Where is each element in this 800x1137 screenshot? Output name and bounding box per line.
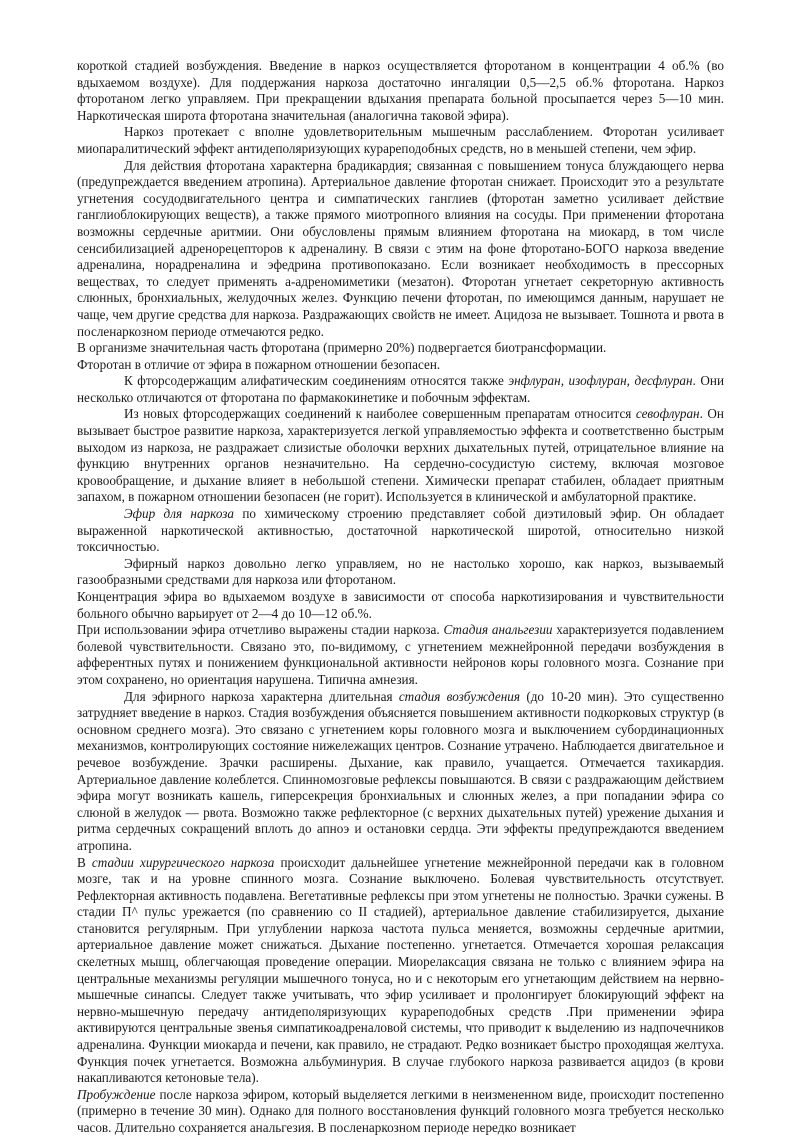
italic-term: севофлуран [635,406,700,422]
paragraph [77,58,724,124]
paragraph [77,124,724,157]
paragraph [77,556,724,589]
paragraph [77,855,724,1087]
document-page [77,58,724,1137]
paragraph [77,340,724,357]
text-run: В [77,854,92,870]
text-run: Эфирный наркоз довольно легко управляем, но не настолько хорошо, как наркоз, вызываемый газообразными средствами для наркоза или фторотаном. [77,555,724,588]
text-run: по химическому строению представляет собой диэтиловый эфир. Он обладает выраженной наркотической активностью, достаточной наркотической широтой, относительно низкой токсичностью. [77,506,724,555]
text-run: характеризуется подавлением болевой чувствительности. Связано это, по-видимому, с угнетением межнейронной передачи возбуждения в афферентных путях и понижением функциональной активности нейронов коры головного мозга. Сознание при этом сохранено, но ориентация нарушена. Типична амнезия. [77,622,724,687]
paragraph [77,589,724,622]
paragraph [77,357,724,374]
text-run: короткой стадией возбуждения. Введение в наркоз осуществляется фторотаном в концентрации 4 об.% (во вдыхаемом воздухе). Для поддержания наркоза достаточно ингаляции 0,5—2,5 об.% фторотана. Наркоз фторотаном легко управляем. При прекращении вдыхания препарата больной просыпается через 5—10 мин. Наркотическая широта фторотана значительная (аналогична таковой эфира). [77,58,724,123]
paragraph [77,158,724,341]
text-run: Концентрация эфира во вдыхаемом воздухе в зависимости от способа наркотизирования и чувствительности больного обычно варьирует от 2—4 до 10—12 об.%. [77,589,724,621]
italic-term: энфлуран, изофлуран, десфлуран [508,373,693,389]
text-run: При использовании эфира отчетливо выражены стадии наркоза. [77,622,444,638]
text-run: Наркоз протекает с вполне удовлетворительным мышечным расслаблением. Фторотан усиливает миопаралитический эффект антидеполяризующих курареподобных средств, но в меньшей степени, чем эфир. [77,124,724,156]
text-run: В организме значительная часть фторотана (примерно 20%) подвергается биотрансформации. [77,340,607,356]
text-run: К фторсодержащим алифатическим соединениям относятся также [124,373,509,389]
italic-term: Стадия анальгезии [443,622,553,638]
paragraph [77,373,724,406]
text-run: происходит дальнейшее угнетение межнейронной передачи как в головном мозге, так и на уровне спинного мозга. Сознание выключено. Болевая чувствительность отсутствует. Рефлекторная активность подавлена. Вегетативные рефлексы при этом угнетены не полностью. Зрачки сужены. В стадии П^ пульс урежается (по сравнению со II стадией), артериальное давление стабилизируется, дыхание становится регулярным. При углублении наркоза частота пульса меняется, возможны сердечные аритмии, артериальное давление может снижаться. Дыхание постепенно. угнетается. Отмечается хорошая релаксация скелетных мышц, облегчающая проведение операции. Миорелаксация связана не только с влиянием эфира на центральные механизмы регуляции мышечного тонуса, но и с некоторым его угнетающим действием на нервно-мышечные синапсы. Следует также учитывать, что эфир усиливает и пролонгирует блокирующий эффект на нервно-мышечную передачу антидеполяризующих курареподобных средств .При применении эфира активируются центральные звенья симпатикоадреналовой системы, что приводит к выделению из надпочечников адреналина. Функции миокарда и печени, как правило, не страдают. Редко возникает быстро проходящая желтуха. Функция почек угнетается. Возможна альбуминурия. В случае глубокого наркоза развивается ацидоз (в крови накапливаются кетоновые тела). [77,854,725,1086]
paragraph [77,1087,724,1137]
italic-term: Пробуждение [77,1086,156,1102]
italic-term: стадия возбуждения [398,688,520,704]
paragraph [77,689,724,855]
text-run: (до 10-20 мин). Это существенно затрудняет введение в наркоз. Стадия возбуждения объясняется повышением активности подкорковых структур (в основном среднего мозга). Это связано с угнетением коры головного мозга и выключением субординационных механизмов, контролирующих состояние нижележащих центров. Сознание утрачено. Наблюдается двигательное и речевое возбуждение. Зрачки расширены. Дыхание, как правило, учащается. Отмечается тахикардия. Артериальное давление колеблется. Спинномозговые рефлексы повышаются. В связи с раздражающим действием эфира могут возникать кашель, гиперсекреция бронхиальных и слюнных желез, а при попадании эфира со слюной в желудок — рвота. Возможно также рефлекторное (с верхних дыхательных путей) урежение дыхания и ритма сердечных сокращений вплоть до апноэ и остановки сердца. Эти эффекты предупреждаются введением атропина. [77,688,725,853]
italic-term: стадии хирургического наркоза [91,854,275,870]
paragraph [77,406,724,506]
text-run: Для действия фторотана характерна брадикардия; связанная с повышением тонуса блуждающего нерва (предупреждается введением атропина). Артериальное давление фторотан снижает. Происходит это а результате угнетения сосудодвигательного центра и симпатических ганглиев (фторотан заметно усиливает действие ганглиоблокирующих веществ), а также прямого миотропного влияния на сосуды. При применении фторотана возможны сердечные аритмии. Они обусловлены прямым влиянием фторотана на миокард, в том числе сенсибилизацией адренорецепторов к адреналину. В связи с этим на фоне фторотано-БОГО наркоза введение адреналина, норадреналина и эфедрина противопоказано. Если возникает необходимость в прессорных веществах, то следует применять а-адреномиметики (мезатон). Фторотан угнетает секреторную активность слюнных, бронхиальных, желудочных желез. Функцию печени фторотан, по имеющимся данным, нарушает не чаще, чем другие средства для наркоза. Раздражающих свойств не имеет. Ацидоза не вызывает. Тошнота и рвота в посленаркозном периоде отмечаются редко. [77,157,724,339]
text-run: Для эфирного наркоза характерна длительная [124,688,399,704]
italic-term: Эфир для наркоза [124,506,234,522]
paragraph [77,622,724,688]
text-run: Фторотан в отличие от эфира в пожарном отношении безопасен. [77,356,441,372]
text-run: . Он вызывает быстрое развитие наркоза, характеризуется легкой управляемостью эффекта и соответственно быстрым выходом из наркоза, не раздражает слизистые оболочки верхних дыхательных путей, отрицательное влияние на функцию внутренних органов незначительно. На сердечно-сосудистую систему, включая мозговое кровообращение, и дыхание влияет в небольшой степени. Химически препарат стабилен, обладает приятным запахом, в пожарном отношении безопасен (не горит). Используется в клинической и амбулаторной практике. [77,406,724,505]
text-run: после наркоза эфиром, который выделяется легкими в неизмененном виде, происходит постепенно (примерно в течение 30 мин). Однако для полного восстановления функций головного мозга требуется несколько часов. Длительно сохраняется анальгезия. В посленаркозном периоде нередко возникает [77,1086,724,1135]
text-run: . Они несколько отличаются от фторотана по фармакокинетике и побочным эффектам. [77,373,724,405]
text-run: Из новых фторсодержащих соединений к наиболее совершенным препаратам относится [124,406,636,422]
paragraph [77,506,724,556]
